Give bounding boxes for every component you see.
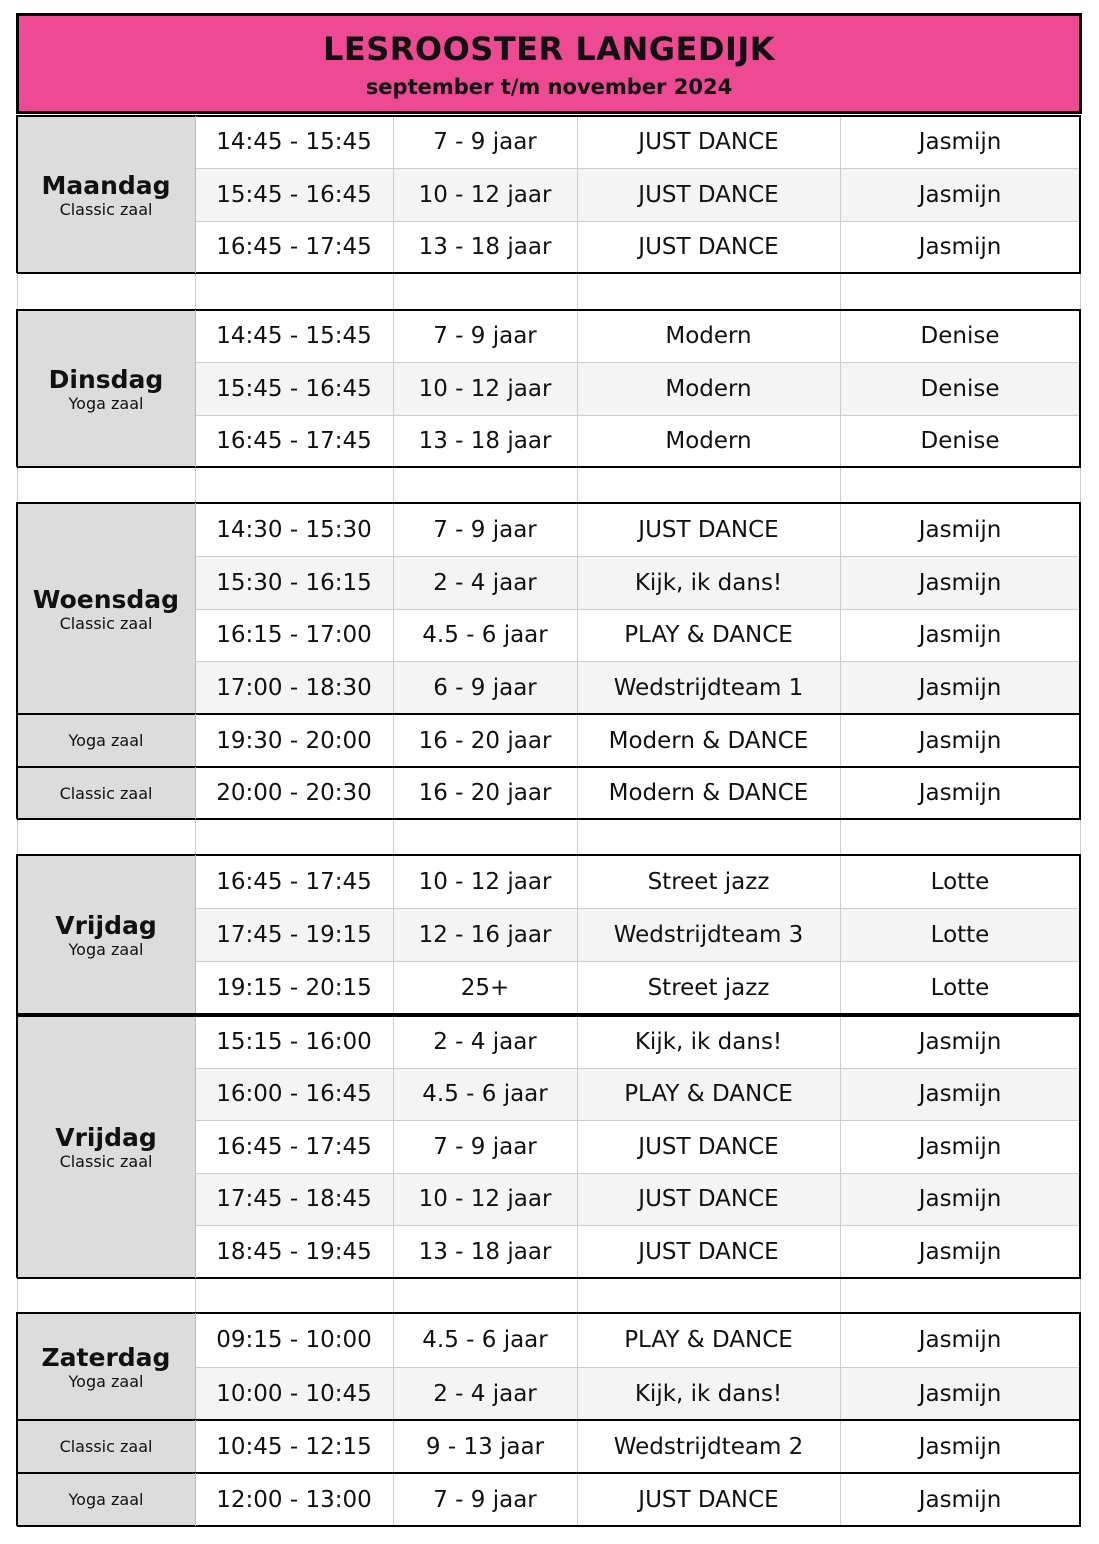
day-name: Vrijdag: [55, 1123, 157, 1152]
day-divider: [195, 714, 196, 767]
cell-teacher: Jasmijn: [918, 780, 1002, 806]
room-name: Classic zaal: [59, 614, 153, 633]
cell-time: 10:45 - 12:15: [216, 1433, 372, 1460]
day-divider: [195, 503, 196, 714]
day-cell: [17, 1313, 195, 1420]
row-divider: [195, 1068, 1080, 1069]
room-name: Yoga zaal: [17, 1473, 195, 1526]
block-border: [16, 309, 18, 467]
cell-lesson: JUST DANCE: [638, 1186, 779, 1212]
column-divider: [393, 714, 394, 767]
cell-time: 19:30 - 20:00: [216, 727, 372, 754]
row-divider: [195, 1225, 1080, 1226]
gap-divider: [840, 1278, 841, 1313]
cell-teacher: Jasmijn: [918, 622, 1002, 648]
block-border: [16, 1472, 18, 1526]
cell-teacher: Jasmijn: [918, 1327, 1002, 1353]
gap-divider: [577, 1278, 578, 1313]
cell-age: 7 - 9 jaar: [433, 1133, 537, 1160]
column-divider: [577, 310, 578, 467]
cell-age: 16 - 20 jaar: [418, 727, 552, 754]
gap-divider: [195, 1278, 196, 1313]
column-divider: [577, 1015, 578, 1278]
gap-divider: [195, 467, 196, 503]
column-divider: [840, 1015, 841, 1278]
cell-teacher: Jasmijn: [918, 129, 1002, 155]
gap-divider: [1080, 1278, 1081, 1313]
day-name: Vrijdag: [55, 911, 157, 940]
gap-divider: [1080, 819, 1081, 855]
cell-teacher: Jasmijn: [918, 1380, 1002, 1407]
column-divider: [393, 1313, 394, 1420]
block-border: [1079, 1419, 1081, 1473]
cell-time: 14:45 - 15:45: [216, 129, 372, 155]
column-divider: [393, 116, 394, 273]
cell-lesson: PLAY & DANCE: [624, 1081, 793, 1107]
cell-time: 17:00 - 18:30: [216, 674, 372, 701]
gap-divider: [17, 273, 18, 310]
cell-lesson: Modern & DANCE: [608, 727, 809, 754]
gap-divider: [17, 467, 18, 503]
block-border: [1079, 1472, 1081, 1526]
cell-age: 4.5 - 6 jaar: [422, 1327, 548, 1353]
cell-time: 09:15 - 10:00: [216, 1327, 372, 1353]
cell-age: 4.5 - 6 jaar: [422, 622, 548, 648]
column-divider: [577, 1420, 578, 1473]
cell-lesson: JUST DANCE: [638, 234, 779, 260]
column-divider: [840, 310, 841, 467]
cell-age: 4.5 - 6 jaar: [422, 1081, 548, 1107]
row-divider: [195, 609, 1080, 610]
cell-lesson: JUST DANCE: [638, 516, 779, 543]
block-border: [17, 502, 1081, 504]
room-name: Classic zaal: [59, 200, 153, 219]
block-border: [1079, 1312, 1081, 1420]
block-border: [17, 1312, 1081, 1314]
cell-time: 17:45 - 18:45: [216, 1186, 372, 1212]
cell-age: 2 - 4 jaar: [433, 1380, 537, 1407]
row-divider: [195, 415, 1080, 416]
block-border: [17, 1277, 1081, 1279]
cell-age: 10 - 12 jaar: [418, 375, 552, 402]
cell-lesson: JUST DANCE: [638, 181, 779, 208]
row-divider: [195, 362, 1080, 363]
cell-time: 19:15 - 20:15: [216, 974, 372, 1001]
block-border: [16, 1312, 18, 1420]
block-border: [17, 309, 1081, 311]
row-divider: [195, 1173, 1080, 1174]
row-divider: [195, 1367, 1080, 1368]
block-border: [17, 818, 1081, 820]
cell-lesson: JUST DANCE: [638, 129, 779, 155]
cell-teacher: Jasmijn: [918, 1238, 1002, 1265]
cell-time: 16:45 - 17:45: [216, 234, 372, 260]
day-divider: [195, 1420, 196, 1473]
cell-teacher: Jasmijn: [918, 1433, 1002, 1460]
room-name: Yoga zaal: [68, 1372, 144, 1391]
day-cell: [17, 855, 195, 1014]
block-border: [17, 115, 1081, 117]
cell-time: 10:00 - 10:45: [216, 1380, 372, 1407]
column-divider: [840, 855, 841, 1014]
day-name: Dinsdag: [48, 365, 164, 394]
column-divider: [577, 116, 578, 273]
column-divider: [577, 855, 578, 1014]
cell-lesson: Kijk, ik dans!: [634, 1380, 783, 1407]
block-border: [16, 766, 18, 819]
column-divider: [577, 1473, 578, 1526]
gap-divider: [840, 467, 841, 503]
schedule-subtitle: september t/m november 2024: [365, 75, 733, 99]
gap-divider: [393, 1278, 394, 1313]
column-divider: [393, 1015, 394, 1278]
gap-divider: [1080, 467, 1081, 503]
gap-divider: [577, 819, 578, 855]
cell-age: 13 - 18 jaar: [418, 234, 552, 260]
cell-age: 10 - 12 jaar: [418, 1186, 552, 1212]
block-border: [1079, 854, 1081, 1014]
column-divider: [577, 714, 578, 767]
column-divider: [840, 1313, 841, 1420]
cell-teacher: Lotte: [930, 868, 990, 895]
gap-divider: [195, 819, 196, 855]
room-name: Yoga zaal: [68, 940, 144, 959]
column-divider: [840, 714, 841, 767]
block-border: [17, 713, 1081, 715]
gap-divider: [393, 273, 394, 310]
block-border: [1079, 1014, 1081, 1278]
block-border: [1079, 309, 1081, 467]
gap-divider: [840, 273, 841, 310]
column-divider: [577, 1313, 578, 1420]
day-name: Zaterdag: [41, 1343, 171, 1372]
row-divider: [195, 168, 1080, 169]
cell-lesson: Modern & DANCE: [608, 780, 809, 806]
cell-age: 16 - 20 jaar: [418, 780, 552, 806]
cell-teacher: Jasmijn: [918, 181, 1002, 208]
cell-time: 16:15 - 17:00: [216, 622, 372, 648]
cell-lesson: Modern: [665, 428, 752, 454]
cell-teacher: Jasmijn: [918, 727, 1002, 754]
gap-divider: [393, 467, 394, 503]
block-border: [17, 766, 1081, 768]
day-divider: [195, 855, 196, 1014]
cell-age: 2 - 4 jaar: [433, 1028, 537, 1055]
cell-time: 20:00 - 20:30: [216, 780, 372, 806]
day-cell: [17, 116, 195, 273]
cell-teacher: Jasmijn: [918, 1186, 1002, 1212]
block-border: [17, 1419, 1081, 1421]
cell-age: 13 - 18 jaar: [418, 1238, 552, 1265]
cell-lesson: JUST DANCE: [638, 1133, 779, 1160]
cell-time: 16:45 - 17:45: [216, 428, 372, 454]
day-cell: [17, 1015, 195, 1278]
column-divider: [840, 503, 841, 714]
cell-teacher: Lotte: [930, 921, 990, 948]
gap-divider: [393, 819, 394, 855]
day-divider: [195, 310, 196, 467]
block-border: [17, 466, 1081, 468]
cell-teacher: Lotte: [930, 974, 990, 1001]
row-divider: [195, 908, 1080, 909]
row-divider: [195, 1120, 1080, 1121]
block-border: [16, 713, 18, 767]
cell-time: 15:45 - 16:45: [216, 181, 372, 208]
room-name: Yoga zaal: [68, 394, 144, 413]
block-border: [17, 272, 1081, 274]
cell-age: 25+: [460, 974, 510, 1001]
cell-age: 7 - 9 jaar: [433, 516, 537, 543]
block-border: [16, 115, 18, 273]
room-name: Yoga zaal: [17, 714, 195, 767]
cell-lesson: Kijk, ik dans!: [634, 569, 783, 596]
cell-lesson: Street jazz: [647, 868, 770, 895]
day-cell: [17, 503, 195, 714]
gap-divider: [577, 273, 578, 310]
column-divider: [840, 767, 841, 819]
cell-time: 18:45 - 19:45: [216, 1238, 372, 1265]
row-divider: [195, 961, 1080, 962]
block-border: [16, 502, 18, 714]
column-divider: [393, 1420, 394, 1473]
day-divider: [195, 1473, 196, 1526]
gap-divider: [1080, 273, 1081, 310]
cell-time: 15:15 - 16:00: [216, 1028, 372, 1055]
gap-divider: [577, 467, 578, 503]
block-border: [17, 1525, 1081, 1527]
cell-teacher: Jasmijn: [918, 569, 1002, 596]
cell-age: 10 - 12 jaar: [418, 868, 552, 895]
gap-divider: [17, 819, 18, 855]
column-divider: [393, 1473, 394, 1526]
column-divider: [577, 767, 578, 819]
column-divider: [840, 1420, 841, 1473]
cell-teacher: Jasmijn: [918, 1081, 1002, 1107]
room-name: Classic zaal: [17, 767, 195, 819]
column-divider: [393, 767, 394, 819]
cell-lesson: Street jazz: [647, 974, 770, 1001]
cell-lesson: PLAY & DANCE: [624, 1327, 793, 1353]
cell-lesson: Kijk, ik dans!: [634, 1028, 783, 1055]
cell-time: 14:45 - 15:45: [216, 323, 372, 349]
gap-divider: [840, 819, 841, 855]
day-divider: [195, 767, 196, 819]
column-divider: [393, 310, 394, 467]
cell-lesson: Wedstrijdteam 3: [613, 921, 804, 948]
cell-age: 2 - 4 jaar: [433, 569, 537, 596]
cell-teacher: Jasmijn: [918, 674, 1002, 701]
cell-age: 9 - 13 jaar: [425, 1433, 545, 1460]
schedule-title: LESROOSTER LANGEDIJK: [322, 30, 776, 68]
cell-age: 13 - 18 jaar: [418, 428, 552, 454]
cell-teacher: Jasmijn: [918, 1486, 1002, 1513]
row-divider: [195, 556, 1080, 557]
room-name: Classic zaal: [59, 1152, 153, 1171]
cell-teacher: Jasmijn: [918, 234, 1002, 260]
day-name: Maandag: [41, 171, 171, 200]
day-divider: [195, 116, 196, 273]
cell-lesson: Modern: [665, 323, 752, 349]
room-name: Classic zaal: [17, 1420, 195, 1473]
block-border: [16, 1014, 18, 1278]
cell-teacher: Denise: [920, 428, 1000, 454]
cell-teacher: Denise: [920, 375, 1000, 402]
row-divider: [195, 221, 1080, 222]
cell-lesson: JUST DANCE: [638, 1238, 779, 1265]
cell-time: 17:45 - 19:15: [216, 921, 372, 948]
cell-teacher: Jasmijn: [918, 1133, 1002, 1160]
cell-time: 12:00 - 13:00: [216, 1486, 372, 1513]
cell-time: 14:30 - 15:30: [216, 516, 372, 543]
column-divider: [577, 503, 578, 714]
cell-teacher: Jasmijn: [918, 516, 1002, 543]
cell-age: 7 - 9 jaar: [433, 1486, 537, 1513]
cell-time: 16:45 - 17:45: [216, 868, 372, 895]
cell-age: 12 - 16 jaar: [418, 921, 552, 948]
cell-time: 15:30 - 16:15: [216, 569, 372, 596]
cell-age: 7 - 9 jaar: [433, 129, 537, 155]
gap-divider: [17, 1278, 18, 1313]
column-divider: [840, 116, 841, 273]
cell-age: 10 - 12 jaar: [418, 181, 552, 208]
day-name: Woensdag: [32, 585, 180, 614]
block-border: [1079, 115, 1081, 273]
cell-lesson: Wedstrijdteam 1: [613, 674, 804, 701]
column-divider: [393, 855, 394, 1014]
cell-lesson: PLAY & DANCE: [624, 622, 793, 648]
day-divider: [195, 1015, 196, 1278]
gap-divider: [195, 273, 196, 310]
cell-lesson: JUST DANCE: [638, 1486, 779, 1513]
day-divider: [195, 1313, 196, 1420]
block-border: [1079, 502, 1081, 714]
block-border: [17, 1472, 1081, 1474]
cell-time: 15:45 - 16:45: [216, 375, 372, 402]
cell-time: 16:00 - 16:45: [216, 1081, 372, 1107]
cell-time: 16:45 - 17:45: [216, 1133, 372, 1160]
column-divider: [393, 503, 394, 714]
row-divider: [195, 661, 1080, 662]
block-border: [17, 854, 1081, 856]
day-cell: [17, 310, 195, 467]
cell-teacher: Denise: [920, 323, 1000, 349]
cell-teacher: Jasmijn: [918, 1028, 1002, 1055]
column-divider: [840, 1473, 841, 1526]
cell-lesson: Modern: [665, 375, 752, 402]
block-border: [1079, 766, 1081, 819]
cell-age: 7 - 9 jaar: [433, 323, 537, 349]
block-border: [16, 854, 18, 1014]
section-separator: [17, 1013, 1081, 1017]
cell-lesson: Wedstrijdteam 2: [613, 1433, 804, 1460]
block-border: [1079, 713, 1081, 767]
cell-age: 6 - 9 jaar: [433, 674, 537, 701]
block-border: [16, 1419, 18, 1473]
